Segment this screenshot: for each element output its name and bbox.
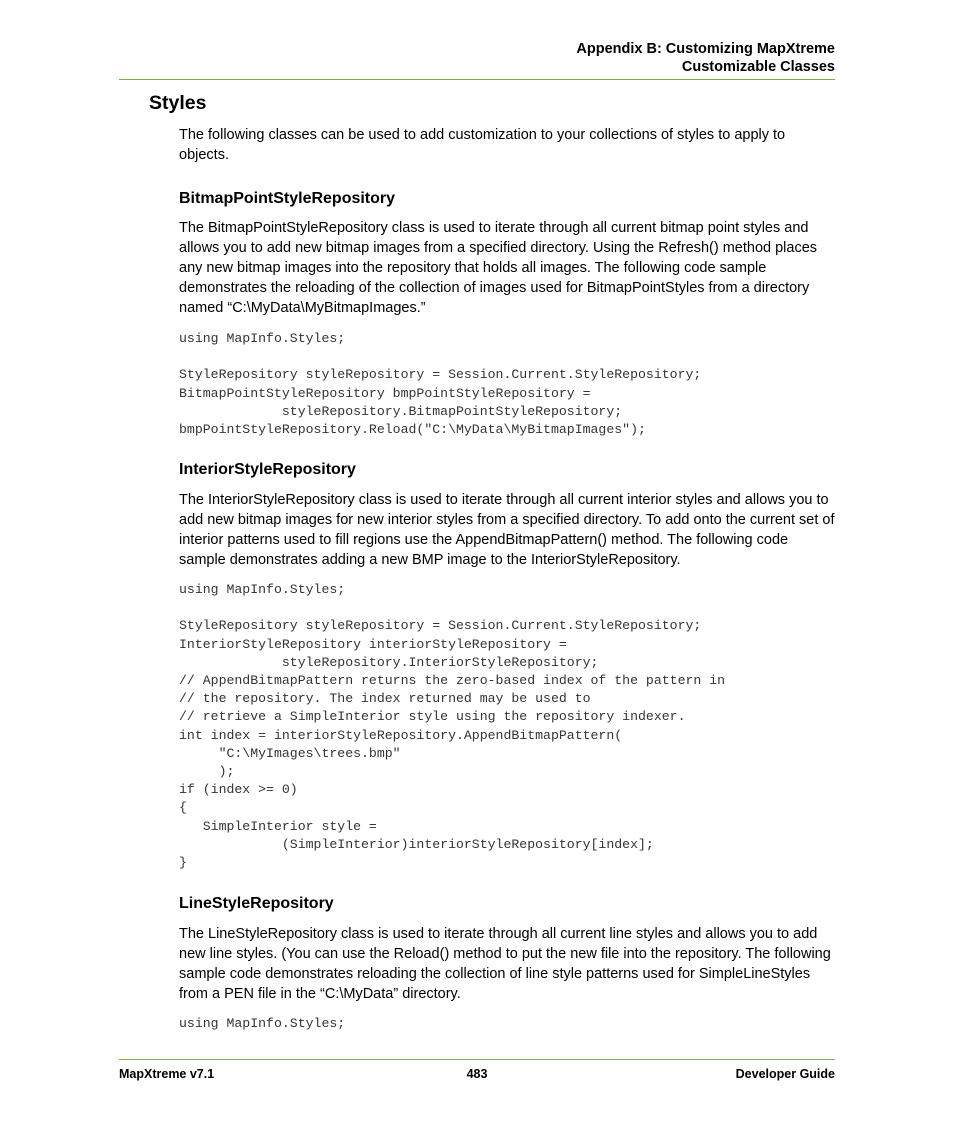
footer-page-number: 483: [466, 1067, 488, 1081]
bitmap-heading: BitmapPointStyleRepository: [179, 190, 396, 207]
bitmap-code-sample: using MapInfo.Styles; StyleRepository styleRepository = Session.Current.StyleRepository; BitmapPointStyleRepository bmpPointStyleRepository = styleRepository.BitmapPointStyleRepository; bmpPointStyleRepository.Reload("C:\MyData\MyBitmapImages");: [179, 331, 702, 438]
footer-rule: [119, 1059, 835, 1060]
header-rule: [119, 79, 835, 80]
bitmap-paragraph: The BitmapPointStyleRepository class is used to iterate through all current bitmap point styles and allows you to add new bitmap images from a specified directory. Using the Refresh() method places any new bitmap images into the repository that holds all images. The following code sample demonstrates the reloading of the collection of images used for BitmapPointStyles from a directory named “C:\MyData\MyBitmapImages.”: [179, 220, 818, 316]
section-title: Styles: [149, 92, 207, 114]
line-paragraph: The LineStyleRepository class is used to iterate through all current line styles and allows you to add new line styles. (You can use the Reload() method to put the new file into the repository. The following sample code demonstrates reloading the collection of line style patterns used for SimpleLineStyles from a PEN file in the “C:\MyData” directory.: [179, 926, 831, 1002]
interior-paragraph: The InteriorStyleRepository class is used to iterate through all current interior styles and allows you to add new bitmap images for new interior styles from a specified directory. To add onto the current set of interior patterns used to fill regions use the AppendBitmapPattern() method. The following code sample demonstrates adding a new BMP image to the InteriorStyleRepository.: [179, 492, 835, 568]
interior-code-sample: using MapInfo.Styles; StyleRepository styleRepository = Session.Current.StyleRepository; InteriorStyleRepository interiorStyleRepository = styleRepository.InteriorStyleRepository; // AppendBitmapPattern returns the zero-based index of the pattern in // the repository. The index returned may be used to // retrieve a SimpleInterior style using the repository indexer. int index = interiorStyleRepository.AppendBitmapPattern( "C:\MyImages\trees.bmp" ); if (index >= 0) { SimpleInterior style = (SimpleInterior)interiorStyleRepository[index]; }: [179, 582, 726, 871]
footer-guide-title: Developer Guide: [735, 1067, 835, 1081]
interior-heading: InteriorStyleRepository: [179, 461, 356, 478]
running-header: [576, 40, 835, 76]
section-intro: The following classes can be used to add customization to your collections of styles to apply to objects.: [179, 127, 786, 163]
footer-product: MapXtreme v7.1: [119, 1067, 215, 1081]
line-code-sample: using MapInfo.Styles;: [179, 1016, 346, 1031]
line-heading: LineStyleRepository: [179, 895, 334, 912]
header-chapter: Appendix B: Customizing MapXtreme: [576, 41, 835, 57]
header-section: Customizable Classes: [681, 59, 835, 75]
